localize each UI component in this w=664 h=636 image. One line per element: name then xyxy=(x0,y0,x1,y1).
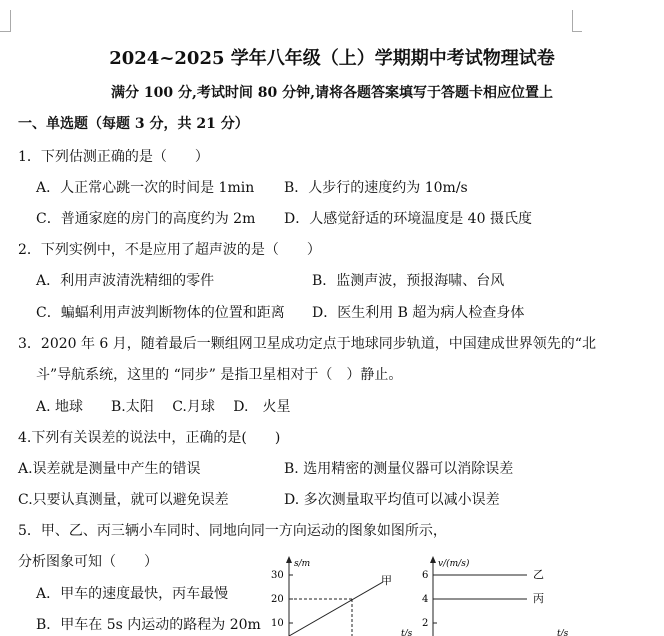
graph-v-t xyxy=(412,552,570,636)
graph2-xlabel: t/s xyxy=(557,629,569,636)
graph1-tick-label: 30 xyxy=(271,570,284,581)
crop-mark-top-left xyxy=(0,10,11,32)
graph2-tick-label: 4 xyxy=(422,594,429,605)
q5-stem-line2: 分析图象可知（ ） xyxy=(18,554,158,570)
crop-mark-top-right-h xyxy=(572,31,582,32)
q2-option-d: D．医生利用 B 超为病人检查身体 xyxy=(312,305,525,321)
q4-option-a: A.误差就是测量中产生的错误 xyxy=(18,461,201,477)
q5-option-a: A．甲车的速度最快，丙车最慢 xyxy=(36,586,229,602)
q5-option-b: B．甲车在 5s 内运动的路程为 20m xyxy=(36,617,261,633)
q3-stem-line2: 斗”导航系统，这里的 “同步” 是指卫星相对于（ ）静止。 xyxy=(36,367,403,383)
graph1-tick-label: 20 xyxy=(271,594,284,605)
graph2-tick-label: 6 xyxy=(422,570,429,581)
q2-stem: 2．下列实例中，不是应用了超声波的是（ ） xyxy=(18,242,321,258)
graph1-line-jia xyxy=(289,582,383,636)
q4-stem: 4.下列有关误差的说法中，正确的是( ) xyxy=(18,430,281,446)
q2-option-b: B．监测声波，预报海啸、台风 xyxy=(312,273,505,289)
q4-option-b: B. 选用精密的测量仪器可以消除误差 xyxy=(284,461,514,477)
q2-option-a: A．利用声波清洗精细的零件 xyxy=(36,273,215,289)
graph-s-t xyxy=(265,552,415,636)
graph1-tick-label: 10 xyxy=(271,618,284,629)
q3-options: A. 地球 B.太阳 C.月球 D. 火星 xyxy=(36,399,291,415)
exam-subtitle: 满分 100 分,考试时间 80 分钟,请将各题答案填写于答题卡相应位置上 xyxy=(111,85,553,101)
q4-option-d: D. 多次测量取平均值可以减小误差 xyxy=(284,492,500,508)
graph2-tick-label: 2 xyxy=(422,618,429,629)
exam-title: 2024~2025 学年八年级（上）学期期中考试物理试卷 xyxy=(109,48,555,69)
q1-stem: 1．下列估测正确的是（ ） xyxy=(18,149,209,165)
q1-option-a: A．人正常心跳一次的时间是 1min xyxy=(36,180,255,196)
graph2-ylabel: v/(m/s) xyxy=(438,559,470,569)
graph2-series-label-bing: 丙 xyxy=(533,592,544,605)
crop-mark-top-right xyxy=(572,10,583,32)
q3-stem-line1: 3．2020 年 6 月，随着最后一颗组网卫星成功定点于地球同步轨道，中国建成世界领先的“北 xyxy=(18,336,596,352)
section-heading: 一、单选题（每题 3 分，共 21 分） xyxy=(18,116,249,132)
graph1-xlabel: t/s xyxy=(401,629,413,636)
graph1-y-arrow xyxy=(286,556,292,563)
q4-option-c: C.只要认真测量，就可以避免误差 xyxy=(18,492,229,508)
q1-option-b: B．人步行的速度约为 10m/s xyxy=(284,180,468,196)
crop-mark-top-left-h xyxy=(0,31,10,32)
graph1-ylabel: s/m xyxy=(294,559,311,569)
q1-option-d: D．人感觉舒适的环境温度是 40 摄氏度 xyxy=(284,211,532,227)
q2-option-c: C．蝙蝠利用声波判断物体的位置和距离 xyxy=(36,305,285,321)
q1-option-c: C．普通家庭的房门的高度约为 2m xyxy=(36,211,256,227)
graph1-series-label: 甲 xyxy=(381,574,392,587)
graph2-series-label-yi: 乙 xyxy=(533,568,544,581)
q5-stem-line1: 5．甲、乙、丙三辆小车同时、同地向同一方向运动的图象如图所示， xyxy=(18,523,447,539)
graph2-y-arrow xyxy=(430,556,436,563)
